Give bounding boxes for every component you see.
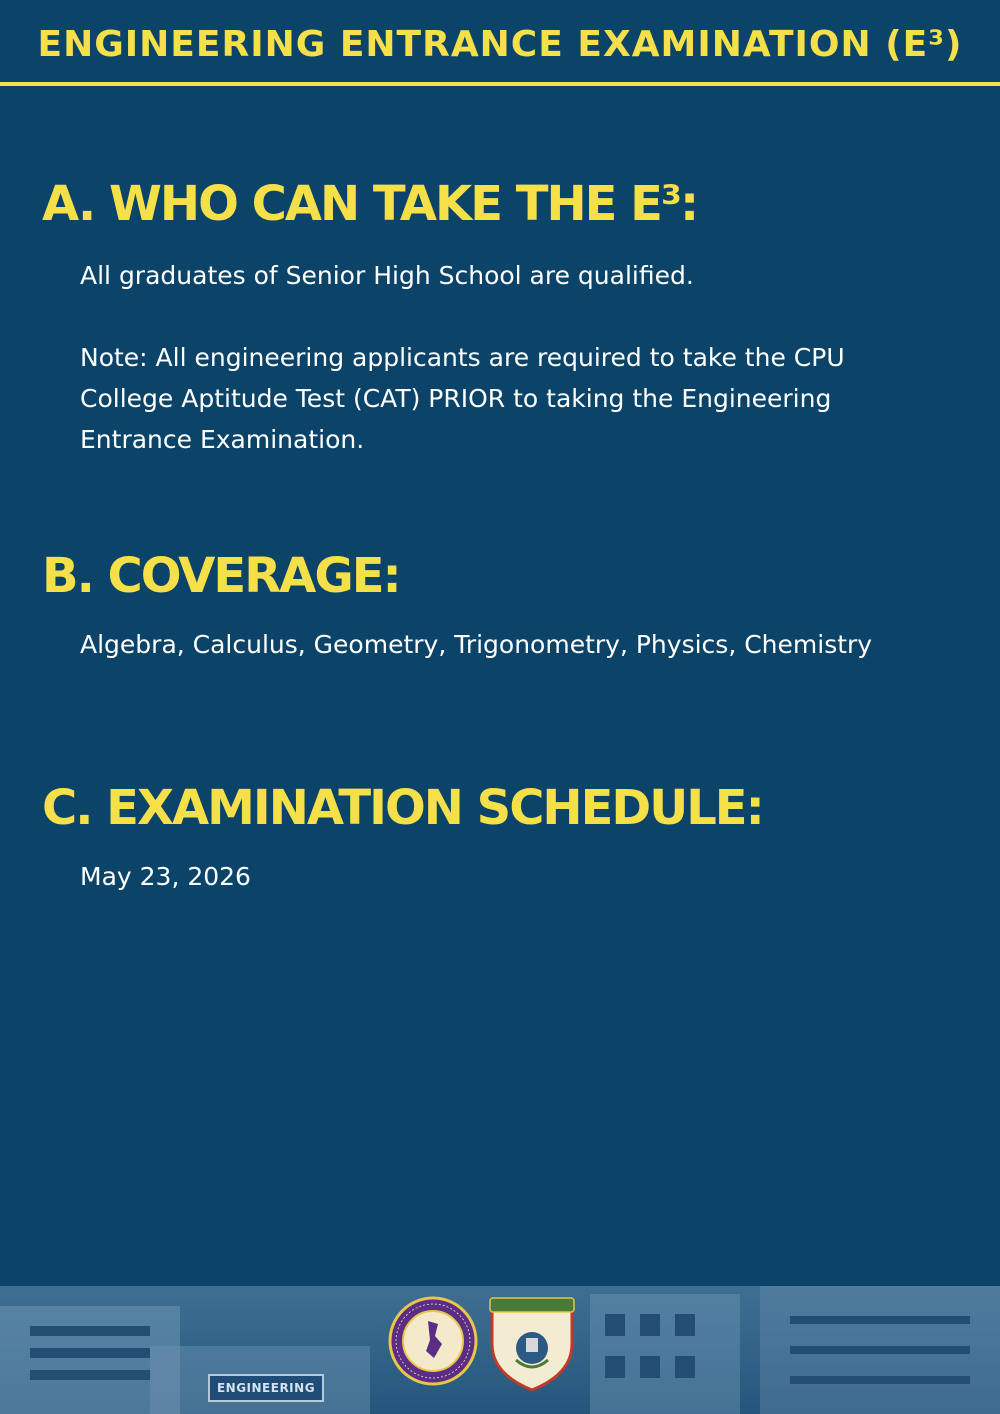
section-heading-eligibility: A. WHO CAN TAKE THE E³: <box>42 176 698 232</box>
eligibility-text: All graduates of Senior High School are qualified. <box>80 261 694 290</box>
schedule-date: May 23, 2026 <box>80 862 251 891</box>
building-sign: ENGINEERING <box>208 1374 324 1402</box>
section-heading-schedule: C. EXAMINATION SCHEDULE: <box>42 780 763 836</box>
eligibility-note: Note: All engineering applicants are required to take the CPU College Aptitude Test (CAT) PRIOR to taking the Engineering Entrance Examination. <box>80 343 845 454</box>
cpu-seal-logo <box>388 1296 478 1386</box>
page-header <box>0 0 1000 86</box>
page-title: ENGINEERING ENTRANCE EXAMINATION (E³) <box>37 24 963 65</box>
college-of-engineering-logo <box>486 1294 578 1394</box>
section-heading-coverage: B. COVERAGE: <box>42 548 400 604</box>
coverage-text: Algebra, Calculus, Geometry, Trigonometry, Physics, Chemistry <box>80 630 873 659</box>
footer-banner <box>0 1286 1000 1414</box>
building-right <box>590 1294 740 1414</box>
